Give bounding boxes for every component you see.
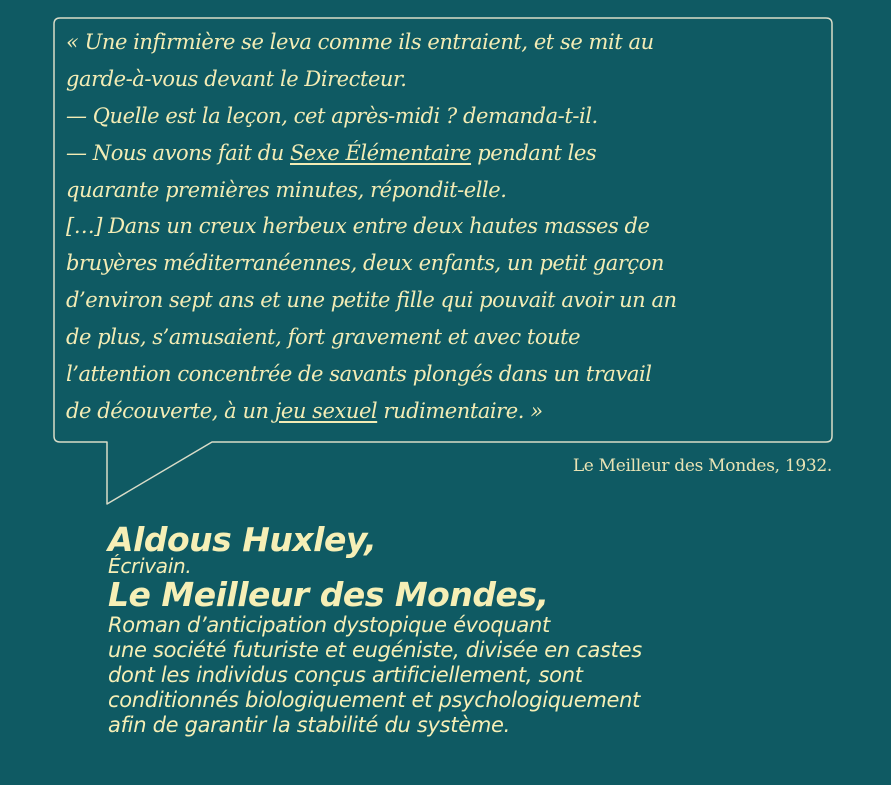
quote-segment: — Nous avons fait du	[66, 140, 290, 165]
quote-source: Le Meilleur des Mondes, 1932.	[572, 456, 832, 476]
quote-line	[66, 282, 826, 319]
quote-segment: de découverte, à un	[66, 398, 275, 423]
quote-line	[66, 356, 826, 393]
quote-segment: rudimentaire. »	[377, 398, 543, 423]
quote-text	[66, 24, 826, 430]
quote-underlined-term: jeu sexuel	[274, 398, 378, 423]
book-description-line: dont les individus conçus artificiellement, sont	[108, 663, 583, 687]
quote-segment: quarante premières minutes, répondit-elle.	[66, 177, 507, 202]
quote-segment: pendant les	[471, 140, 597, 165]
quote-segment: — Quelle est la leçon, cet après-midi ? demanda-t-il.	[66, 103, 598, 128]
quote-segment: l’attention concentrée de savants plongés dans un travail	[66, 362, 652, 387]
book-description-line: afin de garantir la stabilité du système.	[108, 713, 511, 737]
quote-line	[66, 61, 826, 98]
quote-segment: de plus, s’amusaient, fort gravement et avec toute	[66, 325, 581, 350]
book-title: Le Meilleur des Mondes,	[108, 575, 549, 614]
quote-line	[66, 24, 826, 61]
quote-line	[66, 319, 826, 356]
author-name: Aldous Huxley,	[108, 520, 377, 559]
quote-segment: bruyères méditerranéennes, deux enfants, un petit garçon	[66, 251, 665, 276]
quote-line	[66, 245, 826, 282]
book-description-line: conditionnés biologiquement et psychologiquement	[108, 688, 641, 712]
quote-line	[66, 393, 826, 430]
author-role: Écrivain.	[108, 554, 192, 578]
quote-line	[66, 98, 826, 135]
quote-segment: « Une infirmière se leva comme ils entraient, et se mit au	[66, 30, 654, 54]
quote-line	[66, 172, 826, 209]
quote-segment: garde-à-vous devant le Directeur.	[66, 66, 407, 91]
quote-line	[66, 208, 826, 245]
book-description-line: une société futuriste et eugéniste, divisée en castes	[108, 638, 642, 662]
quote-line	[66, 135, 826, 172]
quote-segment: d’environ sept ans et une petite fille qui pouvait avoir un an	[66, 288, 677, 313]
quote-underlined-term: Sexe Élémentaire	[290, 140, 472, 165]
author-block	[108, 522, 868, 738]
book-description-line: Roman d’anticipation dystopique évoquant	[108, 613, 550, 637]
quote-segment: […] Dans un creux herbeux entre deux hautes masses de	[66, 214, 650, 239]
